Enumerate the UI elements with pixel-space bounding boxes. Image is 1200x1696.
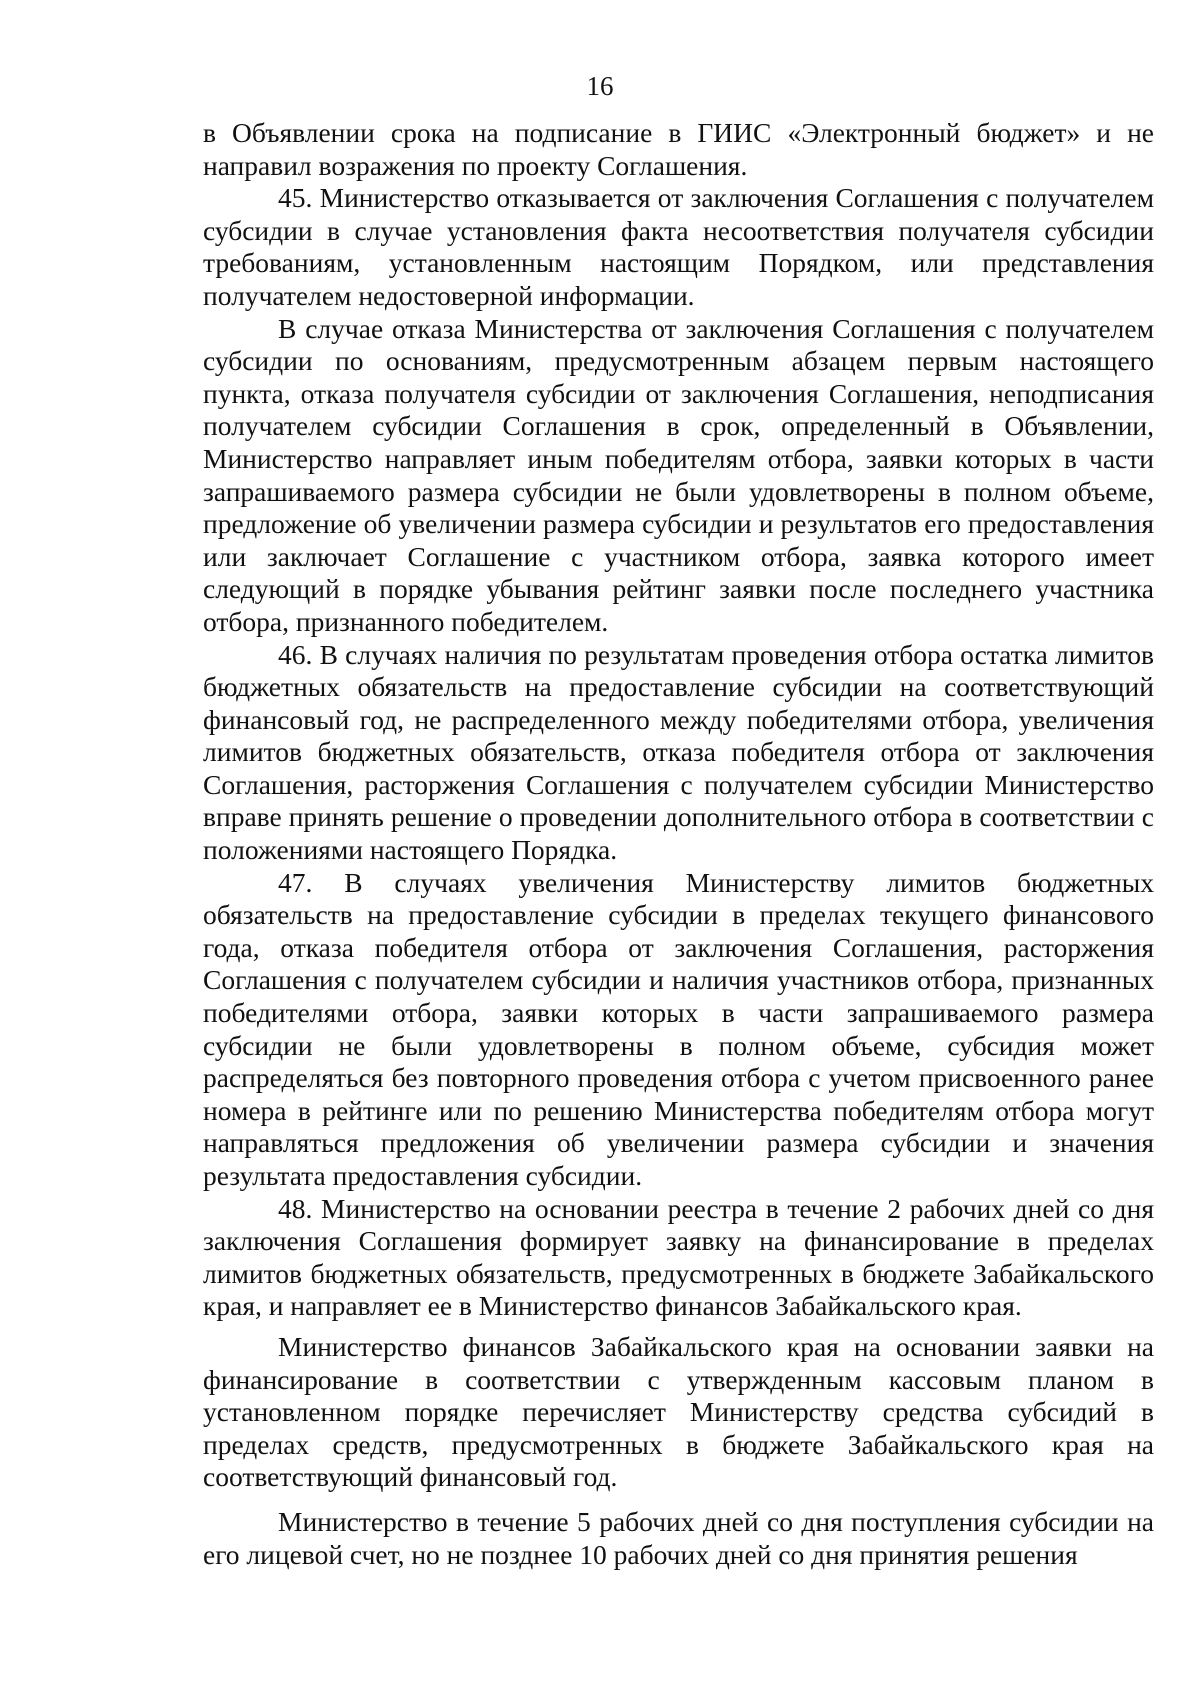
paragraph-46: 46. В случаях наличия по результатам проведения отбора остатка лимитов бюджетных обязательств на предоставление субсидии на соответствующий финансовый год, не распределенного между победителями отбора, увеличения лимитов бюджетных обязательств, отказа победителя отбора от заключения Соглашения, расторжения Соглашения с получателем субсидии Министерство вправе принять решение о проведении дополнительного отбора в соответствии с положениями настоящего Порядка. <box>203 638 1154 866</box>
paragraph-48-transfer: Министерство в течение 5 рабочих дней со дня поступления субсидии на его лицевой счет, но не позднее 10 рабочих дней со дня принятия решения <box>203 1505 1154 1570</box>
paragraph-47: 47. В случаях увеличения Министерству лимитов бюджетных обязательств на предоставление субсидии в пределах текущего финансового года, отказа победителя отбора от заключения Соглашения, расторжения Соглашения с получателем субсидии и наличия участников отбора, признанных победителями отбора, заявки которых в части запрашиваемого размера субсидии не были удовлетворены в полном объеме, субсидия может распределяться без повторного проведения отбора с учетом присвоенного ранее номера в рейтинге или по решению Министерства победителям отбора могут направляться предложения об увеличении размера субсидии и значения результата предоставления субсидии. <box>203 866 1154 1191</box>
paragraph-45: 45. Министерство отказывается от заключения Соглашения с получателем субсидии в случае установления факта несоответствия получателя субсидии требованиям, установленным настоящим Порядком, или представления получателем недостоверной информации. <box>203 182 1154 311</box>
paragraph-continuation: в Объявлении срока на подписание в ГИИС «Электронный бюджет» и не направил возражения по проекту Соглашения. <box>203 117 1154 181</box>
page-number: 16 <box>586 71 614 101</box>
document-body <box>203 117 1154 1571</box>
paragraph-48-finance-ministry: Министерство финансов Забайкальского края на основании заявки на финансирование в соответствии с утвержденным кассовым планом в установленном порядке перечисляет Министерству средства субсидий в пределах средств, предусмотренных в бюджете Забайкальского края на соответствующий финансовый год. <box>203 1330 1154 1493</box>
paragraph-48: 48. Министерство на основании реестра в течение 2 рабочих дней со дня заключения Соглашения формирует заявку на финансирование в пределах лимитов бюджетных обязательств, предусмотренных в бюджете Забайкальского края, и направляет ее в Министерство финансов Забайкальского края. <box>203 1192 1154 1322</box>
paragraph-45-refusal: В случае отказа Министерства от заключения Соглашения с получателем субсидии по основаниям, предусмотренным абзацем первым настоящего пункта, отказа получателя субсидии от заключения Соглашения, неподписания получателем субсидии Соглашения в срок, определенный в Объявлении, Министерство направляет иным победителям отбора, заявки которых в части запрашиваемого размера субсидии не были удовлетворены в полном объеме, предложение об увеличении размера субсидии и результатов его предоставления или заключает Соглашение с участником отбора, заявка которого имеет следующий в порядке убывания рейтинг заявки после последнего участника отбора, признанного победителем. <box>203 312 1154 637</box>
